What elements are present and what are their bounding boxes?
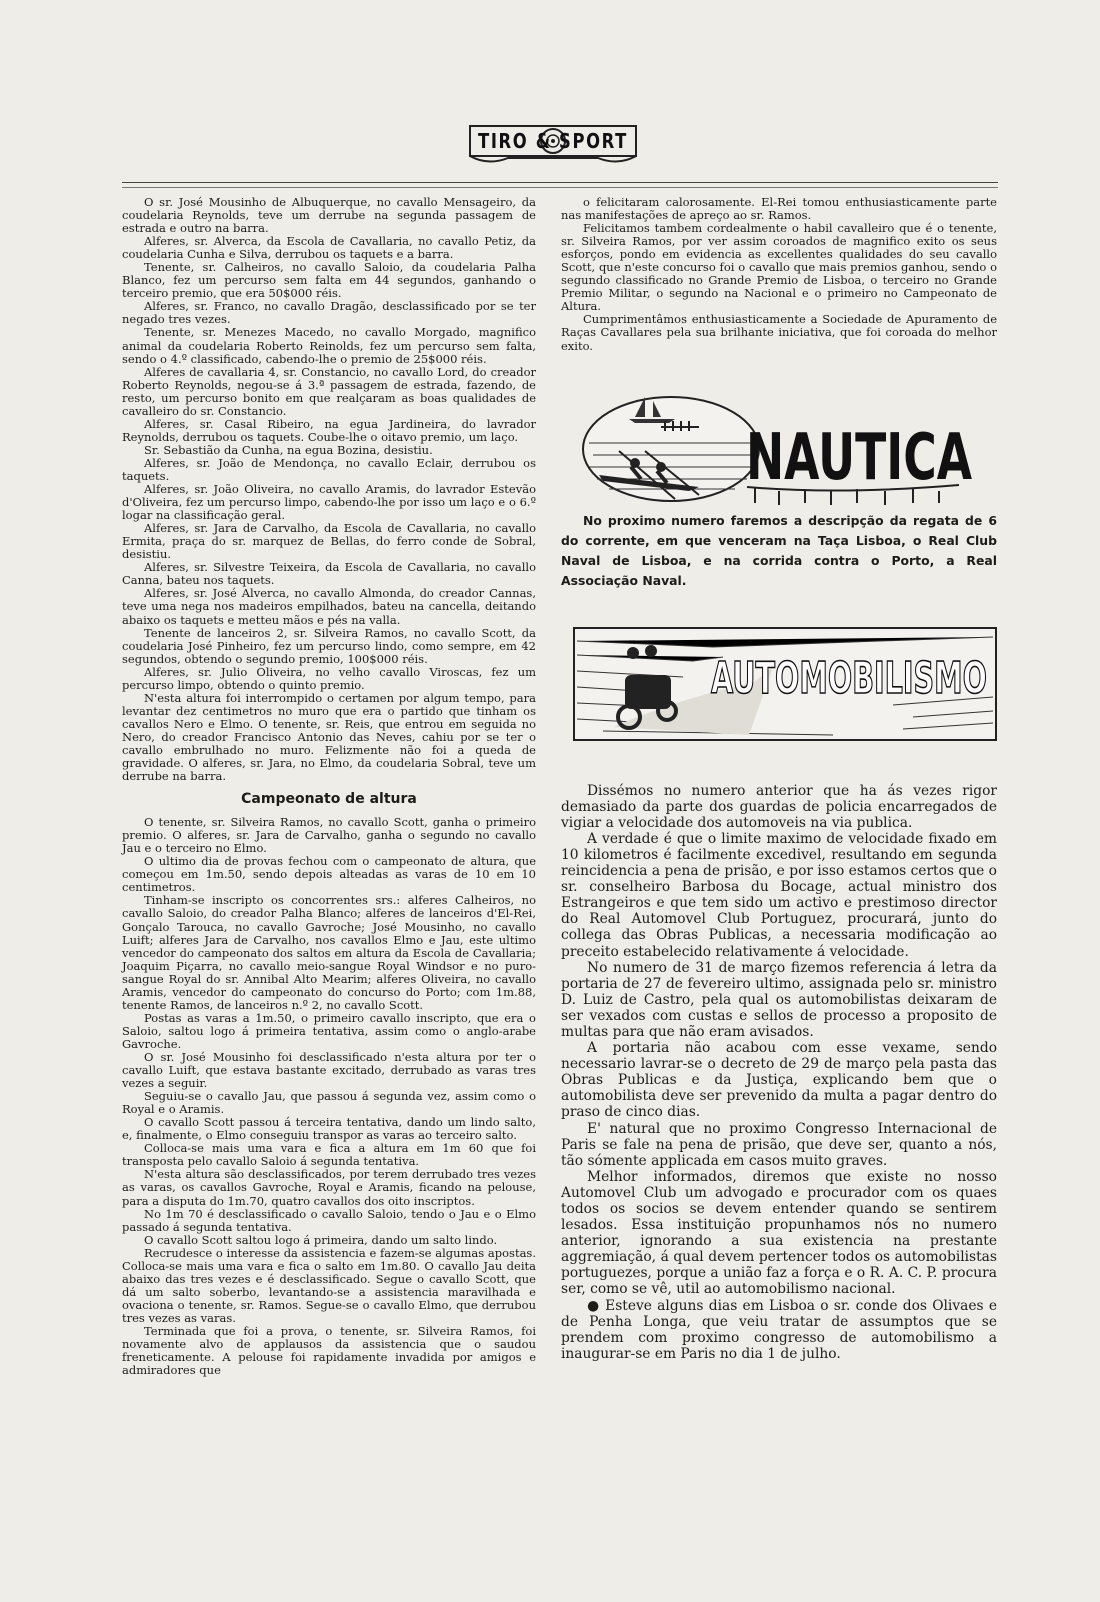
paragraph: Melhor informados, diremos que existe no nosso Automovel Club um advogado e procurador com os quaes todos os socios se devem entender quando se sentirem lesados. Essa instituição propunhamos nós no numero anterior, ignorando a sua existencia na prestante aggremiação, á qual devem pertencer todos os automobilistas portuguezes, porque a união faz a força e o R. A. C. P. procura ser, como se vê, util ao automobilismo nacional. <box>561 1168 997 1298</box>
paragraph: Sr. Sebastião da Cunha, na egua Bozina, desistiu. <box>144 442 433 457</box>
paragraph: Seguiu-se o cavallo Jau, que passou á segunda vez, assim como o Royal e o Aramis. <box>122 1089 536 1117</box>
paragraph: O sr. José Mousinho de Albuquerque, no cavallo Mensageiro, da coudelaria Reynolds, teve um derrube na segunda passagem de estrada e outro na barra. <box>122 195 536 236</box>
automobilismo-article <box>561 783 997 1362</box>
paragraph: Tenente, sr. Calheiros, no cavallo Saloio, da coudelaria Palha Blanco, fez um percurso sem falta em 44 segundos, ganhando o terceiro premio, que era 50$000 réis. <box>122 260 536 301</box>
paragraph: Alferes de cavallaria 4, sr. Constancio, no cavallo Lord, do creador Roberto Reynolds, negou-se á 3.ª passagem de estrada, fazendo, de resto, um percurso bonito em que realçaram as boas qualidades de cavalleiro do sr. Constancio. <box>122 364 536 418</box>
paragraph: N'esta altura são desclassificados, por terem derrubado tres vezes as varas, os cavallos Gavroche, Royal e Aramis, ficando na pelouse, para a disputa do 1m.70, quatro cavallos dos oito inscriptos. <box>122 1167 536 1208</box>
paragraph: Colloca-se mais uma vara e fica a altura em 1m 60 que foi transposta pelo cavallo Saloio á segunda tentativa. <box>122 1141 536 1169</box>
paragraph: Alferes, sr. Silvestre Teixeira, da Escola de Cavallaria, no cavallo Canna, bateu nos taquets. <box>122 560 536 588</box>
paragraph: Alferes, sr. João de Mendonça, no cavallo Eclair, derrubou os taquets. <box>122 455 536 483</box>
paragraph: No 1m 70 é desclassificado o cavallo Saloio, tendo o Jau e o Elmo passado á segunda tentativa. <box>122 1206 536 1234</box>
nautica-title: NAUTICA <box>746 420 973 495</box>
paragraph: Tenente, sr. Menezes Macedo, no cavallo Morgado, magnifico animal da coudelaria Roberto Reinolds, fez um percurso sem falta, sendo o 4.º classificado, cabendo-lhe o premio de 25$000 réis. <box>122 325 536 366</box>
paragraph: Alferes, sr. Jara de Carvalho, da Escola de Cavallaria, no cavallo Ermita, praça do sr. marquez de Bellas, do ferro conde de Sobral, desistiu. <box>122 521 536 562</box>
paragraph: O cavallo Scott passou á terceira tentativa, dando um lindo salto, e, finalmente, o Elmo conseguiu transpor as varas ao terceiro salto. <box>122 1115 536 1143</box>
automobilismo-title: AUTOMOBILISMO <box>711 652 987 704</box>
paragraph: O tenente, sr. Silveira Ramos, no cavallo Scott, ganha o primeiro premio. O alferes, sr. Jara de Carvalho, ganha o segundo no cavallo Jau e o terceiro no Elmo. <box>122 815 536 856</box>
top-rule-thin <box>122 187 998 188</box>
paragraph: Alferes, sr. Casal Ribeiro, na egua Jardineira, do lavrador Reynolds, derrubou os taquets. Coube-lhe o oitavo premio, um laço. <box>122 416 536 444</box>
paragraph: Dissémos no numero anterior que ha ás vezes rigor demasiado da parte dos guardas de policia encarregados de vigiar a velocidade dos automoveis na via publica. <box>561 782 997 831</box>
paragraph: Alferes, sr. José Alverca, no cavallo Almonda, do creador Cannas, teve uma nega nos madeiros empilhados, bateu na cancella, deitando abaixo os taquets e metteu mãos e pés na valla. <box>122 586 536 627</box>
paragraph: O sr. José Mousinho foi desclassificado n'esta altura por ter o cavallo Luift, que estava bastante excitado, derrubado as varas tres vezes a seguir. <box>122 1050 536 1091</box>
paragraph: A verdade é que o limite maximo de velocidade fixado em 10 kilometros é facilmente excedivel, resultando em segunda reincidencia a pena de prisão, e por isso estamos certos que o sr. conselheiro Barbosa du Bocage, actual ministro dos Estrangeiros e que tem sido um activo e prestimoso director do Real Automovel Club Portuguez, procurará, junto do collega das Obras Publicas, a necessaria modificação ao preceito estabelecido relativamente á velocidade. <box>561 830 997 960</box>
paragraph: Terminada que foi a prova, o tenente, sr. Silveira Ramos, foi novamente alvo de applausos da assistencia que o saudou freneticamente. A pelouse foi rapidamente invadida por amigos e admiradores que <box>122 1323 536 1378</box>
paragraph: ● Esteve alguns dias em Lisboa o sr. conde dos Olivaes e de Penha Longa, que veiu tratar de assumptos que se prendem com proximo congresso de automobilismo a inaugurar-se em Paris no dia 1 de julho. <box>561 1297 997 1362</box>
paragraph: Recrudesce o interesse da assistencia e fazem-se algumas apostas. Colloca-se mais uma vara e fica o salto em 1m.80. O cavallo Jau deita abaixo das tres vezes e é desclassificado. Segue o cavallo Scott, que dá um salto soberbo, levantando-se a assistencia maravilhada e ovaciona o tenente, sr. Ramos. Segue-se o cavallo Elmo, que derrubou tres vezes as varas. <box>122 1245 536 1325</box>
paragraph: Alferes, sr. João Oliveira, no cavallo Aramis, do lavrador Estevão d'Oliveira, fez um percurso limpo, cabendo-lhe por isso um laço e o 6.º logar na classificação geral. <box>122 482 536 523</box>
automobilismo-banner <box>573 627 997 749</box>
paragraph: E' natural que no proximo Congresso Internacional de Paris se fale na pena de prisão, que deve ser, quanto a nós, tão sómente applicada em casos muito graves. <box>561 1120 997 1169</box>
masthead-logo-art <box>468 118 638 170</box>
paragraph: O ultimo dia de provas fechou com o campeonato de altura, que começou em 1m.50, sendo depois alteadas as varas de 10 em 10 centimetros. <box>122 854 536 895</box>
nautica-illustration <box>579 391 983 511</box>
paragraph: O cavallo Scott saltou logo á primeira, dando um salto lindo. <box>144 1232 498 1247</box>
paragraph: No numero de 31 de março fizemos referencia á letra da portaria de 27 de fevereiro ultimo, assignada pelo sr. ministro D. Luiz de Castro, pela qual os automobilistas deixaram de ser vexados com custas e sellos de processo a proposito de multas para que não eram avisados. <box>561 959 997 1040</box>
paragraph: N'esta altura foi interrompido o certamen por algum tempo, para levantar dez centimetros no muro que era o partido que tinham os cavallos Nero e Elmo. O tenente, sr. Reis, que entrou em seguida no Nero, do creador Francisco Antonio das Neves, cahiu por se ter o cavallo embrulhado no muro. Felizmente não foi a queda de gravidade. O alferes, sr. Jara, no Elmo, da coudelaria Sobral, teve um derrube na barra. <box>122 690 536 784</box>
automobilismo-illustration <box>573 627 997 749</box>
top-rule <box>122 182 998 183</box>
section-heading: Campeonato de altura <box>241 791 417 808</box>
masthead-logo <box>468 118 638 170</box>
paragraph: Tinham-se inscripto os concorrentes srs.: alferes Calheiros, no cavallo Saloio, do creador Palha Blanco; alferes de lanceiros d'El-Rei, Gonçalo Tarouca, no cavallo Gavroche; José Mousinho, no cavallo Luift; alferes Jara de Carvalho, nos cavallos Elmo e Jau, este ultimo vencedor do campeonato dos saltos em altura da Escola de Cavallaria; Joaquim Piçarra, no cavallo meio-sangue Royal Windsor e no puro-sangue Royal do sr. Annibal Alto Mearim; alferes Oliveira, no cavallo Aramis, vencedor do campeonato do concurso do Porto; com 1m.88, tenente Ramos, de lanceiros n.º 2, no cavallo Scott. <box>122 893 536 1012</box>
paragraph: Alferes, sr. Alverca, da Escola de Cavallaria, no cavallo Petiz, da coudelaria Cunha e Silva, derrubou os taquets e a barra. <box>122 234 536 262</box>
paragraph: Cumprimentâmos enthusiasticamente a Sociedade de Apuramento de Raças Cavallares pela sua brilhante iniciativa, que foi coroada do melhor exito. <box>561 312 997 353</box>
regatta-notice: No proximo numero faremos a descripção da regata de 6 do corrente, em que venceram na Taça Lisboa, o Real Club Naval de Lisboa, e na corrida contra o Porto, a Real Associação Naval. <box>561 512 997 588</box>
paragraph: o felicitaram calorosamente. El-Rei tomou enthusiasticamente parte nas manifestações de apreço ao sr. Ramos. <box>561 195 997 223</box>
masthead-text: TIRO & SPORT <box>478 129 628 153</box>
paragraph: Postas as varas a 1m.50, o primeiro cavallo inscripto, que era o Saloio, saltou logo á primeira tentativa, assim como o anglo-arabe Gavroche. <box>122 1010 536 1051</box>
paragraph: Alferes, sr. Julio Oliveira, no velho cavallo Viroscas, fez um percurso limpo, obtendo o quinto premio. <box>122 664 536 692</box>
left-column <box>122 196 536 1377</box>
nautica-banner <box>579 391 983 511</box>
paragraph: A portaria não acabou com esse vexame, sendo necessario lavrar-se o decreto de 29 de março pela pasta das Obras Publicas e da Justiça, explicando bem que o automobilista deve ser prevenido da multa a pagar dentro do praso de cinco dias. <box>561 1040 997 1121</box>
paragraph: Alferes, sr. Franco, no cavallo Dragão, desclassificado por se ter negado tres vezes. <box>122 299 536 327</box>
right-column <box>561 196 997 1362</box>
paragraph: Felicitamos tambem cordealmente o habil cavalleiro que é o tenente, sr. Silveira Ramos, por ver assim coroados de magnifico exito os seus esforços, pondo em evidencia as excellentes qualidades do seu cavallo Scott, que n'este concurso foi o cavallo que mais premios ganhou, sendo o segundo classificado no Grande Premio de Lisboa, o terceiro no Grande Premio Militar, o segundo na Nacional e o primeiro no Campeonato de Altura. <box>561 221 997 314</box>
paragraph: Tenente de lanceiros 2, sr. Silveira Ramos, no cavallo Scott, da coudelaria José Pinheiro, fez um percurso lindo, como sempre, em 42 segundos, obtendo o segundo premio, 100$000 réis. <box>122 625 536 666</box>
